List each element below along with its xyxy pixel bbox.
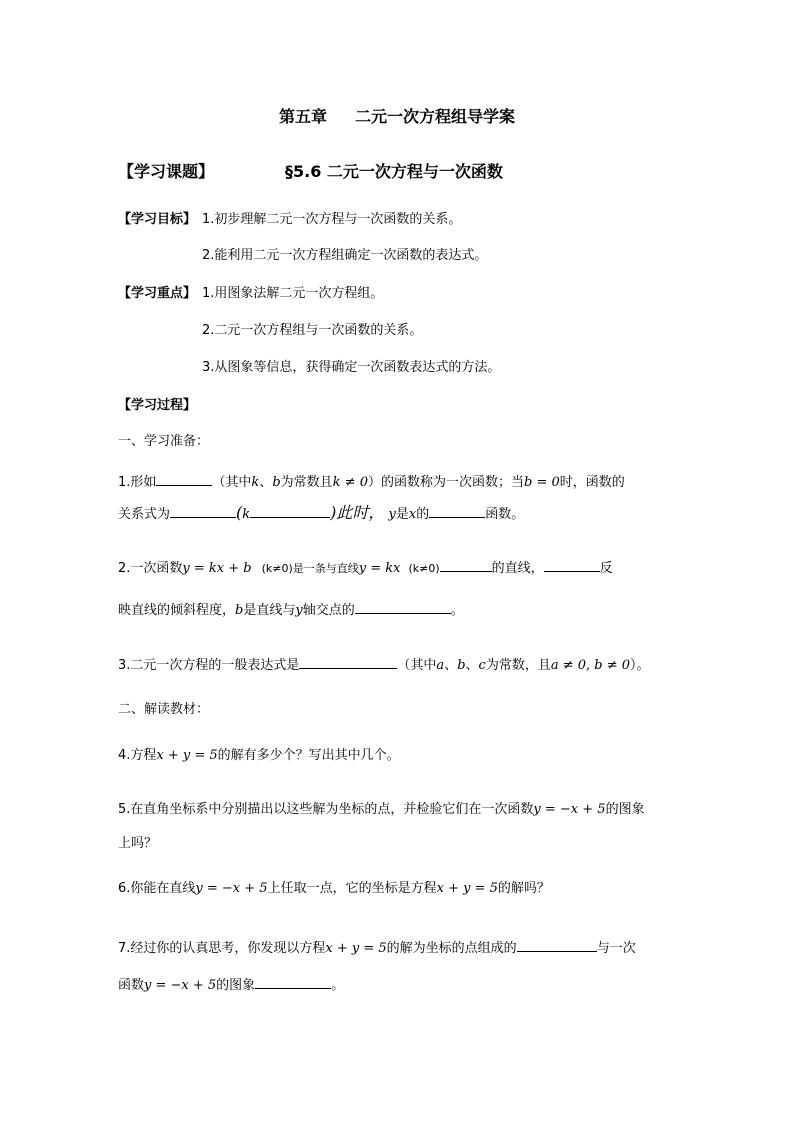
math-var: y — [295, 603, 303, 618]
question-5 — [118, 801, 645, 819]
focus-item: 2.二元一次方程组与一次函数的关系。 — [202, 323, 423, 338]
blank-field[interactable] — [255, 974, 331, 989]
question-5-cont: 上吗？ — [118, 836, 158, 851]
math-var: b — [235, 603, 244, 618]
section-heading: 一、学习准备： — [118, 434, 210, 449]
q3-text: ）。 — [630, 658, 650, 673]
blank-field[interactable] — [517, 937, 597, 952]
blank-field[interactable] — [440, 557, 492, 572]
question-7 — [118, 937, 636, 958]
q1-text: )此时， — [330, 503, 385, 522]
q1-text: 为常数且 — [280, 475, 333, 490]
math-expr: y = kx + b — [182, 561, 252, 576]
topic-label: 【学习课题】 — [118, 162, 215, 181]
math-var: b — [272, 475, 281, 490]
question-2-cont — [118, 599, 464, 620]
q4-text: 4.方程 — [118, 748, 157, 763]
q2-text: 轴交点的 — [302, 603, 355, 618]
math-expr: k ≠ 0 — [332, 475, 368, 490]
math-var: a — [436, 658, 445, 673]
blank-field[interactable] — [299, 654, 397, 669]
math-expr: y = −x + 5 — [144, 978, 217, 993]
q7-text: 7.经过你的认真思考，你发现以方程 — [118, 941, 326, 956]
q1-text: 、 — [259, 475, 273, 490]
q2-text: (k≠0)是一条与直线 — [261, 562, 359, 575]
blank-field[interactable] — [355, 599, 451, 614]
q1-text: （其中 — [212, 475, 252, 490]
section-heading: 二、解读教材： — [118, 702, 210, 717]
question-4 — [118, 747, 400, 765]
q3-text: 为常数，且 — [485, 658, 551, 673]
question-1-cont — [118, 503, 524, 524]
blank-field[interactable] — [250, 503, 330, 518]
math-var: x — [408, 507, 417, 522]
math-expr: b = 0 — [524, 475, 560, 490]
math-expr: x + y = 5 — [156, 748, 218, 763]
question-1 — [118, 471, 625, 492]
blank-field[interactable] — [429, 503, 485, 518]
q2-text: 2.一次函数 — [118, 561, 183, 576]
q2-text: 映直线的倾斜程度， — [118, 603, 236, 618]
math-expr: y = −x + 5 — [533, 802, 606, 817]
q2-text: 反 — [599, 561, 613, 576]
topic-row — [118, 162, 214, 182]
q7-text: 的解为坐标的点组成的 — [386, 941, 517, 956]
math-var: k — [242, 507, 251, 522]
q3-text: 、 — [465, 658, 479, 673]
goal-item: 2.能利用二元一次方程组确定一次函数的表达式。 — [202, 248, 488, 263]
blank-field[interactable] — [156, 471, 212, 486]
q6-text: 6.你能在直线 — [118, 881, 196, 896]
q1-text: 关系式为 — [118, 507, 171, 522]
math-expr: y = −x + 5 — [195, 881, 268, 896]
math-var: k — [251, 475, 260, 490]
q4-text: 的解有多少个？写出其中几个。 — [217, 748, 400, 763]
q1-text: 是 — [395, 507, 409, 522]
focus-label: 【学习重点】 — [118, 286, 197, 301]
goals-label: 【学习目标】 — [118, 212, 197, 227]
question-7-cont — [118, 974, 344, 995]
q1-text: 时，函数的 — [559, 475, 625, 490]
math-expr: x + y = 5 — [325, 941, 387, 956]
q5-text: 的图象 — [605, 802, 645, 817]
q2-text: 。 — [450, 603, 464, 618]
focus-item: 3.从图象等信息，获得确定一次函数表达式的方法。 — [202, 360, 501, 375]
q3-text: （其中 — [397, 658, 437, 673]
blank-field[interactable] — [170, 503, 236, 518]
page-title — [0, 108, 794, 126]
q2-text: 的直线， — [491, 561, 544, 576]
math-expr: a ≠ 0, b ≠ 0 — [550, 658, 631, 673]
q7-text: 函数 — [118, 978, 145, 993]
focus-item: 1.用图象法解二元一次方程组。 — [202, 286, 384, 301]
q6-text: 的解吗？ — [497, 881, 550, 896]
q5-text: 5.在直角坐标系中分别描出以这些解为坐标的点，并检验它们在一次函数 — [118, 802, 534, 817]
q1-text: 1.形如 — [118, 475, 157, 490]
question-2 — [118, 557, 613, 578]
blank-field[interactable] — [544, 557, 600, 572]
question-6 — [118, 880, 550, 898]
q1-text: 的 — [416, 507, 430, 522]
math-paren: ( — [236, 503, 243, 522]
q2-text: (k≠0) — [408, 562, 440, 575]
q1-text: 函数。 — [485, 507, 525, 522]
q6-text: 上任取一点，它的坐标是方程 — [267, 881, 437, 896]
q7-text: 的图象 — [216, 978, 256, 993]
goal-item: 1.初步理解二元一次方程与一次函数的关系。 — [202, 212, 462, 227]
chapter-label: 第五章 — [278, 107, 327, 126]
topic-text: §5.6 二元一次方程与一次函数 — [285, 162, 503, 181]
title-text: 二元一次方程组导学案 — [355, 107, 516, 126]
math-var: c — [478, 658, 486, 673]
q3-text: 、 — [444, 658, 458, 673]
math-var: y — [388, 507, 396, 522]
question-3 — [118, 654, 650, 675]
q2-text: 是直线与 — [243, 603, 296, 618]
math-expr: x + y = 5 — [436, 881, 498, 896]
q1-text: ）的函数称为一次函数；当 — [367, 475, 524, 490]
math-var: b — [457, 658, 466, 673]
process-label: 【学习过程】 — [118, 398, 197, 413]
q7-text: 。 — [331, 978, 345, 993]
q7-text: 与一次 — [596, 941, 636, 956]
q3-text: 3.二元一次方程的一般表达式是 — [118, 658, 300, 673]
math-expr: y = kx — [358, 561, 401, 576]
